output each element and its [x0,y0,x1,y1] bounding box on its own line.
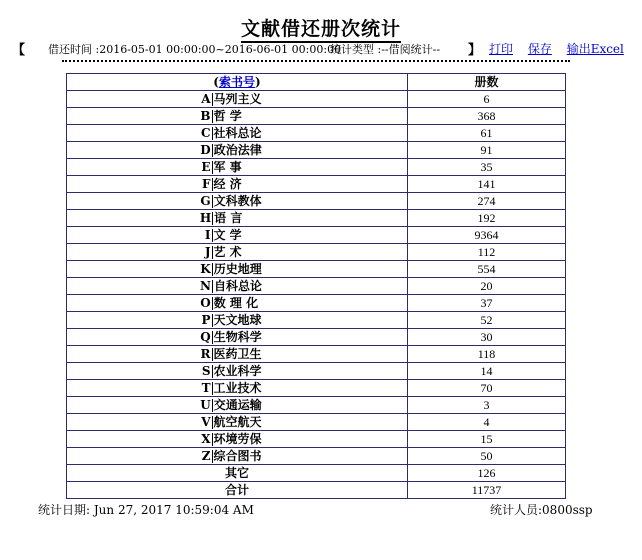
count-cell: 14 [408,363,566,380]
code-separator [212,331,213,344]
category-cell [67,295,408,312]
table-row [67,346,566,363]
class-name: 社科总论 [213,126,262,140]
category-cell [67,227,408,244]
class-code: X [201,432,211,446]
code-separator [212,348,213,361]
category-cell [67,278,408,295]
class-name: 哲 学 [213,109,242,123]
class-name: 经 济 [213,177,242,191]
class-code: I [204,228,211,242]
stat-date-value: Jun 27, 2017 10:59:04 AM [93,503,254,517]
save-link[interactable]: 保存 [527,42,552,56]
class-code: N [200,279,211,293]
code-separator [212,229,213,242]
class-code: T [201,381,211,395]
category-cell [67,108,408,125]
class-name: 天文地球 [213,313,262,327]
table-row [67,448,566,465]
category-cell [67,125,408,142]
type-value: :--借阅统计-- [377,43,441,56]
other-label: 其它 [67,465,408,482]
code-separator [212,382,213,395]
code-separator [212,399,213,412]
class-name: 生物科学 [213,330,262,344]
table-row [67,261,566,278]
class-name: 综合图书 [213,449,262,463]
code-separator [212,246,213,259]
code-separator [212,280,213,293]
toolbar [489,40,624,57]
category-cell [67,193,408,210]
other-row [67,465,566,482]
stat-date-label: 统计日期: [38,503,91,517]
count-cell: 52 [408,312,566,329]
category-cell [67,448,408,465]
category-cell [67,244,408,261]
count-cell: 70 [408,380,566,397]
stat-type [330,41,440,57]
category-cell [67,397,408,414]
count-cell: 554 [408,261,566,278]
table-row [67,91,566,108]
count-cell: 112 [408,244,566,261]
class-name: 医药卫生 [213,347,262,361]
category-cell [67,91,408,108]
class-code: O [200,296,211,310]
class-name: 军 事 [213,160,242,174]
open-bracket: 【 [12,43,26,58]
count-cell: 4 [408,414,566,431]
table-row [67,193,566,210]
count-cell: 61 [408,125,566,142]
count-cell: 20 [408,278,566,295]
category-cell [67,380,408,397]
table-row [67,312,566,329]
sort-by-call-number-link[interactable]: 索书号 [218,75,255,89]
class-name: 航空航天 [213,415,262,429]
stat-operator [490,501,593,518]
category-cell [67,346,408,363]
class-code: S [201,364,211,378]
class-code: H [199,211,212,225]
table-row [67,142,566,159]
code-separator [212,110,213,123]
stat-operator-label: 统计人员: [490,503,543,517]
count-cell: 37 [408,295,566,312]
table-row [67,414,566,431]
class-code: V [201,415,211,429]
category-cell [67,176,408,193]
count-cell: 50 [408,448,566,465]
class-name: 历史地理 [213,262,262,276]
time-range [48,41,341,57]
time-value: :2016-05-01 00:00:00~2016-06-01 00:00:00 [95,43,342,56]
code-separator [212,450,213,463]
count-header: 册数 [408,74,566,91]
code-separator [212,365,213,378]
count-cell: 9364 [408,227,566,244]
category-cell [67,159,408,176]
class-name: 农业科学 [213,364,262,378]
class-code: K [200,262,211,276]
category-cell [67,312,408,329]
code-separator [212,433,213,446]
count-cell: 15 [408,431,566,448]
class-name: 文 学 [213,228,242,242]
total-label: 合计 [67,482,408,499]
category-cell [67,142,408,159]
table-row [67,176,566,193]
stat-operator-value: 0800ssp [542,503,593,517]
class-code: A [201,92,211,106]
table-row [67,397,566,414]
class-code: Z [201,449,211,463]
table-row [67,210,566,227]
class-code: R [200,347,211,361]
code-separator [212,212,213,225]
code-separator [212,144,213,157]
count-cell: 35 [408,159,566,176]
dotted-divider [62,60,570,62]
class-name: 文科教体 [213,194,262,208]
count-cell: 118 [408,346,566,363]
class-name: 数 理 化 [213,296,259,310]
code-separator [212,93,213,106]
stat-date [38,501,254,518]
type-label: 统计类型 [330,43,374,56]
count-cell: 274 [408,193,566,210]
code-separator [212,314,213,327]
class-name: 环境劳保 [213,432,262,446]
class-code: U [200,398,211,412]
class-code: J [204,245,211,259]
code-separator [212,195,213,208]
class-name: 交通运输 [213,398,262,412]
page-title [0,14,642,41]
class-code: G [200,194,211,208]
table-row [67,380,566,397]
total-count: 11737 [408,482,566,499]
count-cell: 192 [408,210,566,227]
code-separator [212,297,213,310]
class-code: B [200,109,211,123]
code-separator [212,178,213,191]
code-separator [212,416,213,429]
table-row [67,244,566,261]
category-cell [67,210,408,227]
category-cell [67,414,408,431]
count-cell: 3 [408,397,566,414]
table-row [67,295,566,312]
print-link[interactable]: 打印 [489,42,514,56]
class-name: 工业技术 [213,381,262,395]
count-cell: 141 [408,176,566,193]
stats-table [66,73,566,499]
code-separator [212,127,213,140]
class-code: E [201,160,211,174]
category-header: (索书号) [67,74,408,91]
class-name: 语 言 [214,211,243,225]
code-separator [212,263,213,276]
page-title-text: 文献借还册次统计 [241,18,401,43]
count-cell: 30 [408,329,566,346]
table-row [67,363,566,380]
table-row [67,108,566,125]
category-cell [67,261,408,278]
time-label: 借还时间 [48,43,92,56]
count-cell: 91 [408,142,566,159]
table-header-row [67,74,566,91]
table-row [67,329,566,346]
class-name: 马列主义 [213,92,262,106]
close-bracket: 】 [468,43,482,58]
total-row [67,482,566,499]
count-cell: 6 [408,91,566,108]
other-count: 126 [408,465,566,482]
code-separator [212,161,213,174]
table-row [67,125,566,142]
class-name: 自科总论 [213,279,262,293]
category-cell [67,431,408,448]
table-row [67,278,566,295]
class-name: 艺 术 [213,245,242,259]
class-code: C [200,126,211,140]
count-cell: 368 [408,108,566,125]
table-row [67,431,566,448]
class-code: Q [200,330,211,344]
table-row [67,159,566,176]
class-code: D [200,143,211,157]
class-name: 政治法律 [213,143,262,157]
class-code: F [201,177,211,191]
export-excel-link[interactable]: 输出Excel [566,42,624,56]
class-code: P [201,313,211,327]
category-cell [67,329,408,346]
table-row [67,227,566,244]
category-cell [67,363,408,380]
